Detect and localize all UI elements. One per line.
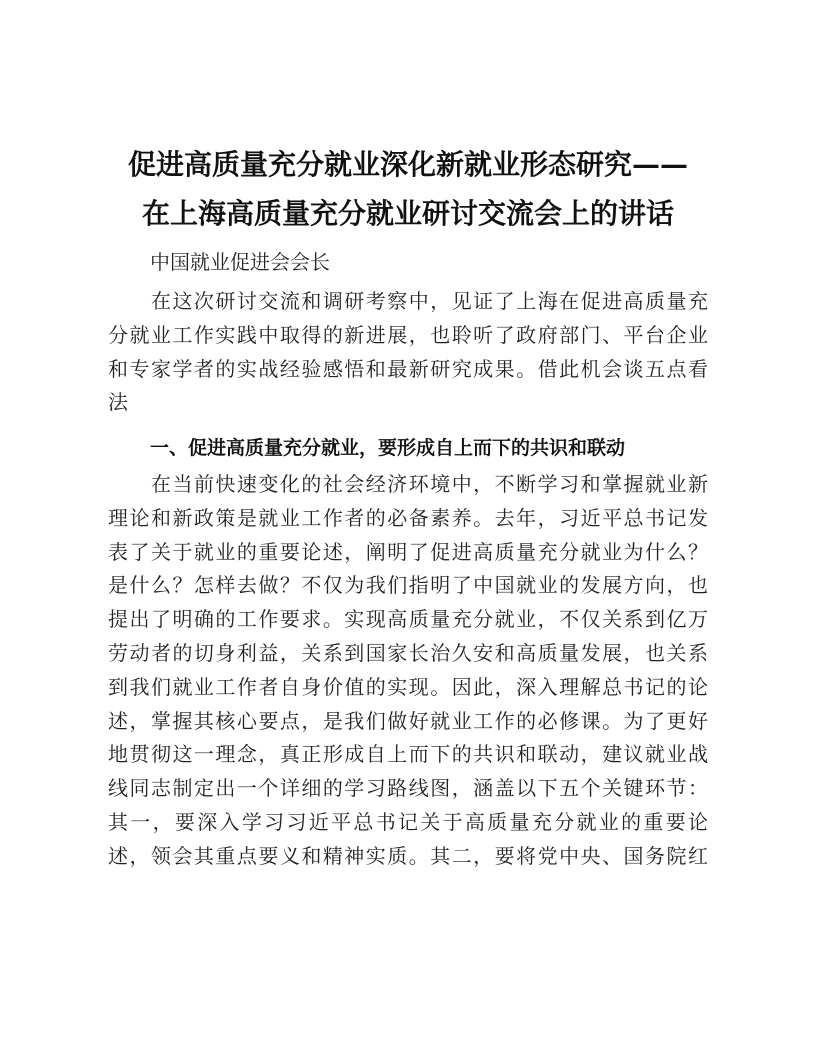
paragraph-line: 和专家学者的实战经验感悟和最新研究成果。借此机会谈五点看 (108, 356, 708, 381)
paragraph-line: 述，领会其重点要义和精神实质。其二，要将党中央、国务院红 (108, 843, 708, 868)
document-title-line-2: 在上海高质量充分就业研讨交流会上的讲话 (141, 197, 674, 230)
paragraph-line: 表了关于就业的重要论述，阐明了促进高质量充分就业为什么？ (108, 539, 708, 564)
section-1-paragraph (108, 468, 708, 874)
author-line: 中国就业促进会会长 (150, 250, 330, 274)
paragraph-line: 线同志制定出一个详细的学习路线图，涵盖以下五个关键环节： (108, 776, 708, 801)
paragraph-line: 是什么？怎样去做？不仅为我们指明了中国就业的发展方向，也 (108, 573, 708, 598)
paragraph-line: 其一，要深入学习习近平总书记关于高质量充分就业的重要论 (108, 809, 708, 834)
paragraph-line: 劳动者的切身利益，关系到国家长治久安和高质量发展，也关系 (108, 640, 708, 665)
intro-paragraph (108, 285, 708, 420)
paragraph-line: 述，掌握其核心要点，是我们做好就业工作的必修课。为了更好 (108, 708, 708, 733)
paragraph-line: 到我们就业工作者自身价值的实现。因此，深入理解总书记的论 (108, 674, 708, 699)
section-heading-1: 一、促进高质量充分就业，要形成自上而下的共识和联动 (150, 437, 626, 459)
paragraph-line: 法 (108, 390, 128, 415)
paragraph-line: 提出了明确的工作要求。实现高质量充分就业，不仅关系到亿万 (108, 607, 708, 632)
paragraph-line: 在这次研讨交流和调研考察中，见证了上海在促进高质量充 (108, 289, 708, 313)
paragraph-line: 地贯彻这一理念，真正形成自上而下的共识和联动，建议就业战 (108, 742, 708, 767)
paragraph-line: 分就业工作实践中取得的新进展，也聆听了政府部门、平台企业 (108, 322, 708, 347)
document-title-line-1: 促进高质量充分就业深化新就业形态研究—— (127, 148, 688, 181)
paragraph-line: 在当前快速变化的社会经济环境中，不断学习和掌握就业新 (108, 472, 708, 496)
paragraph-line: 理论和新政策是就业工作者的必备素养。去年，习近平总书记发 (108, 505, 708, 530)
